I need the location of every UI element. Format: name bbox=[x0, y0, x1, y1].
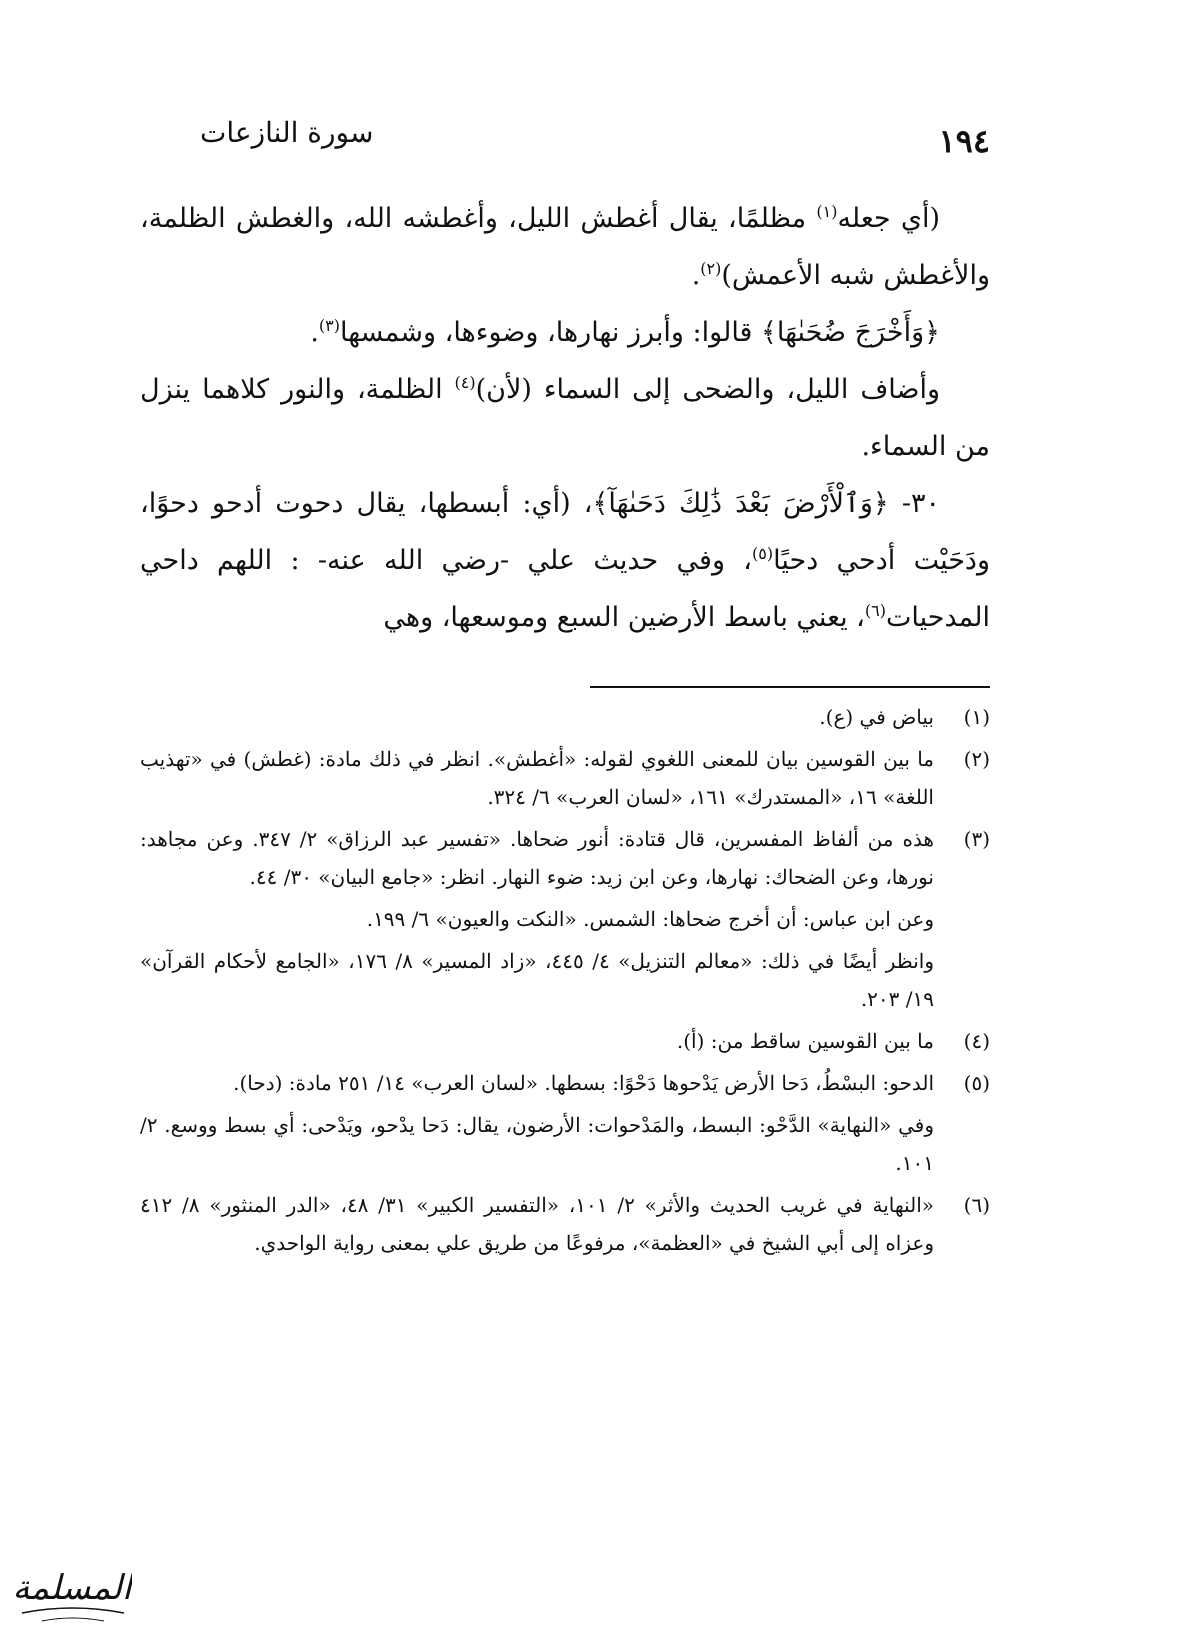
footnote-ref[interactable]: (٥) bbox=[752, 544, 774, 563]
footnote-number: (٥) bbox=[963, 1071, 990, 1095]
logo-text: المسلمة bbox=[12, 1568, 132, 1608]
text-run: . bbox=[691, 260, 701, 291]
paragraph-2 bbox=[140, 304, 990, 361]
running-title: سورة النازعات bbox=[200, 116, 374, 149]
text-run: (أي جعله bbox=[837, 203, 940, 234]
text-run: مظلمًا، يقال أغطش الليل، وأغطشه الله، والغطش الظلمة، والأغطش شبه الأعمش) bbox=[140, 203, 990, 291]
footnote-number: (١) bbox=[963, 705, 990, 729]
publisher-logo bbox=[12, 1555, 132, 1630]
footnote-ref[interactable]: (٢) bbox=[700, 259, 722, 278]
footnote-number: (٦) bbox=[963, 1193, 990, 1217]
paragraph-3 bbox=[140, 361, 990, 475]
text-run: الظلمة، والنور كلاهما ينزل من السماء. bbox=[140, 374, 990, 462]
page-number: ١٩٤ bbox=[938, 122, 990, 160]
footnote-body bbox=[140, 740, 934, 816]
footnote-text: هذه من ألفاظ المفسرين، قال قتادة: أنور ضحاها. «تفسير عبد الرزاق» ٢/ ٣٤٧. وعن مجاهد: نورها، وعن الضحاك: نهارها، وعن ابن زيد: ضوء النهار. انظر: «جامع البيان» ٣٠/ ٤٤. bbox=[140, 827, 934, 889]
page-header bbox=[200, 108, 990, 158]
footnote-item bbox=[140, 820, 990, 1018]
main-text bbox=[140, 190, 990, 646]
quran-verse: ﴿وَٱلْأَرْضَ بَعْدَ ذَٰلِكَ دَحَىٰهَآ﴾ bbox=[592, 488, 889, 519]
footnote-text: «النهاية في غريب الحديث والأثر» ٢/ ١٠١، «التفسير الكبير» ٣١/ ٤٨، «الدر المنثور» ٨/ ٤١٢ وعزاه إلى أبي الشيخ في «العظمة»، مرفوعًا من طريق علي بمعنى رواية الواحدي. bbox=[140, 1193, 934, 1255]
footnote-text: بياض في (ع). bbox=[819, 705, 934, 729]
footnote-text: الدحو: البسْطُ، دَحا الأرض يَدْحوها دَحْوًا: بسطها. «لسان العرب» ١٤/ ٢٥١ مادة: (دحا). bbox=[233, 1071, 934, 1095]
footnote-text: وانظر أيضًا في ذلك: «معالم التنزيل» ٤/ ٤٤٥، «زاد المسير» ٨/ ١٧٦، «الجامع لأحكام القرآن» ١٩/ ٢٠٣. bbox=[140, 949, 934, 1011]
paragraph-1 bbox=[140, 190, 990, 304]
text-run: ، وفي حديث علي -رضي الله عنه- : اللهم داحي المدحيات bbox=[140, 545, 990, 633]
footnote-item bbox=[140, 1022, 990, 1060]
footnote-number: (٢) bbox=[963, 747, 990, 771]
verse-number: ٣٠- bbox=[888, 488, 940, 519]
footnote-ref[interactable]: (٤) bbox=[454, 373, 476, 392]
footnote-body bbox=[140, 698, 934, 736]
footnote-item bbox=[140, 1064, 990, 1182]
footnote-number: (٣) bbox=[963, 827, 990, 851]
text-run: قالوا: وأبرز نهارها، وضوءها، وشمسها bbox=[340, 317, 762, 348]
footnote-number: (٤) bbox=[963, 1029, 990, 1053]
footnote-body bbox=[140, 1064, 934, 1182]
text-run: وأضاف الليل، والضحى إلى السماء (لأن) bbox=[475, 374, 941, 405]
text-run: ، (أي: أبسطها، يقال دحوت أدحو دحوًا، ودَحَيْت أدحي دحيًا bbox=[140, 488, 990, 576]
footnote-text: وفي «النهاية» الدَّحْو: البسط، والمَدْحوات: الأرضون، يقال: دَحا يدْحو، ويَدْحى: أي بسط ووسع. ٢/ ١٠١. bbox=[140, 1113, 934, 1175]
text-run: . bbox=[310, 317, 319, 348]
footnote-body bbox=[140, 1186, 934, 1262]
paragraph-4 bbox=[140, 475, 990, 646]
footnote-item bbox=[140, 1186, 990, 1262]
footnote-ref[interactable]: (٣) bbox=[318, 316, 340, 335]
footnote-item bbox=[140, 698, 990, 736]
footnote-text: ما بين القوسين ساقط من: (أ). bbox=[676, 1029, 934, 1053]
footnote-ref[interactable]: (٦) bbox=[864, 601, 886, 620]
footnote-body bbox=[140, 1022, 934, 1060]
footnote-text: وعن ابن عباس: أن أخرج ضحاها: الشمس. «النكت والعيون» ٦/ ١٩٩. bbox=[366, 907, 934, 931]
footnote-ref[interactable]: (١) bbox=[816, 202, 838, 221]
footnote-item bbox=[140, 740, 990, 816]
footnotes bbox=[140, 698, 990, 1266]
footnote-body bbox=[140, 820, 934, 1018]
quran-verse: ﴿وَأَخْرَجَ ضُحَىٰهَا﴾ bbox=[761, 317, 940, 348]
text-run: ، يعني باسط الأرضين السبع وموسعها، وهي bbox=[383, 602, 865, 633]
footnote-separator bbox=[590, 686, 990, 688]
footnote-text: ما بين القوسين بيان للمعنى اللغوي لقوله: «أغطش». انظر في ذلك مادة: (غطش) في «تهذيب اللغة» ١٦، «المستدرك» ١٦١، «لسان العرب» ٦/ ٣٢٤. bbox=[140, 747, 934, 809]
